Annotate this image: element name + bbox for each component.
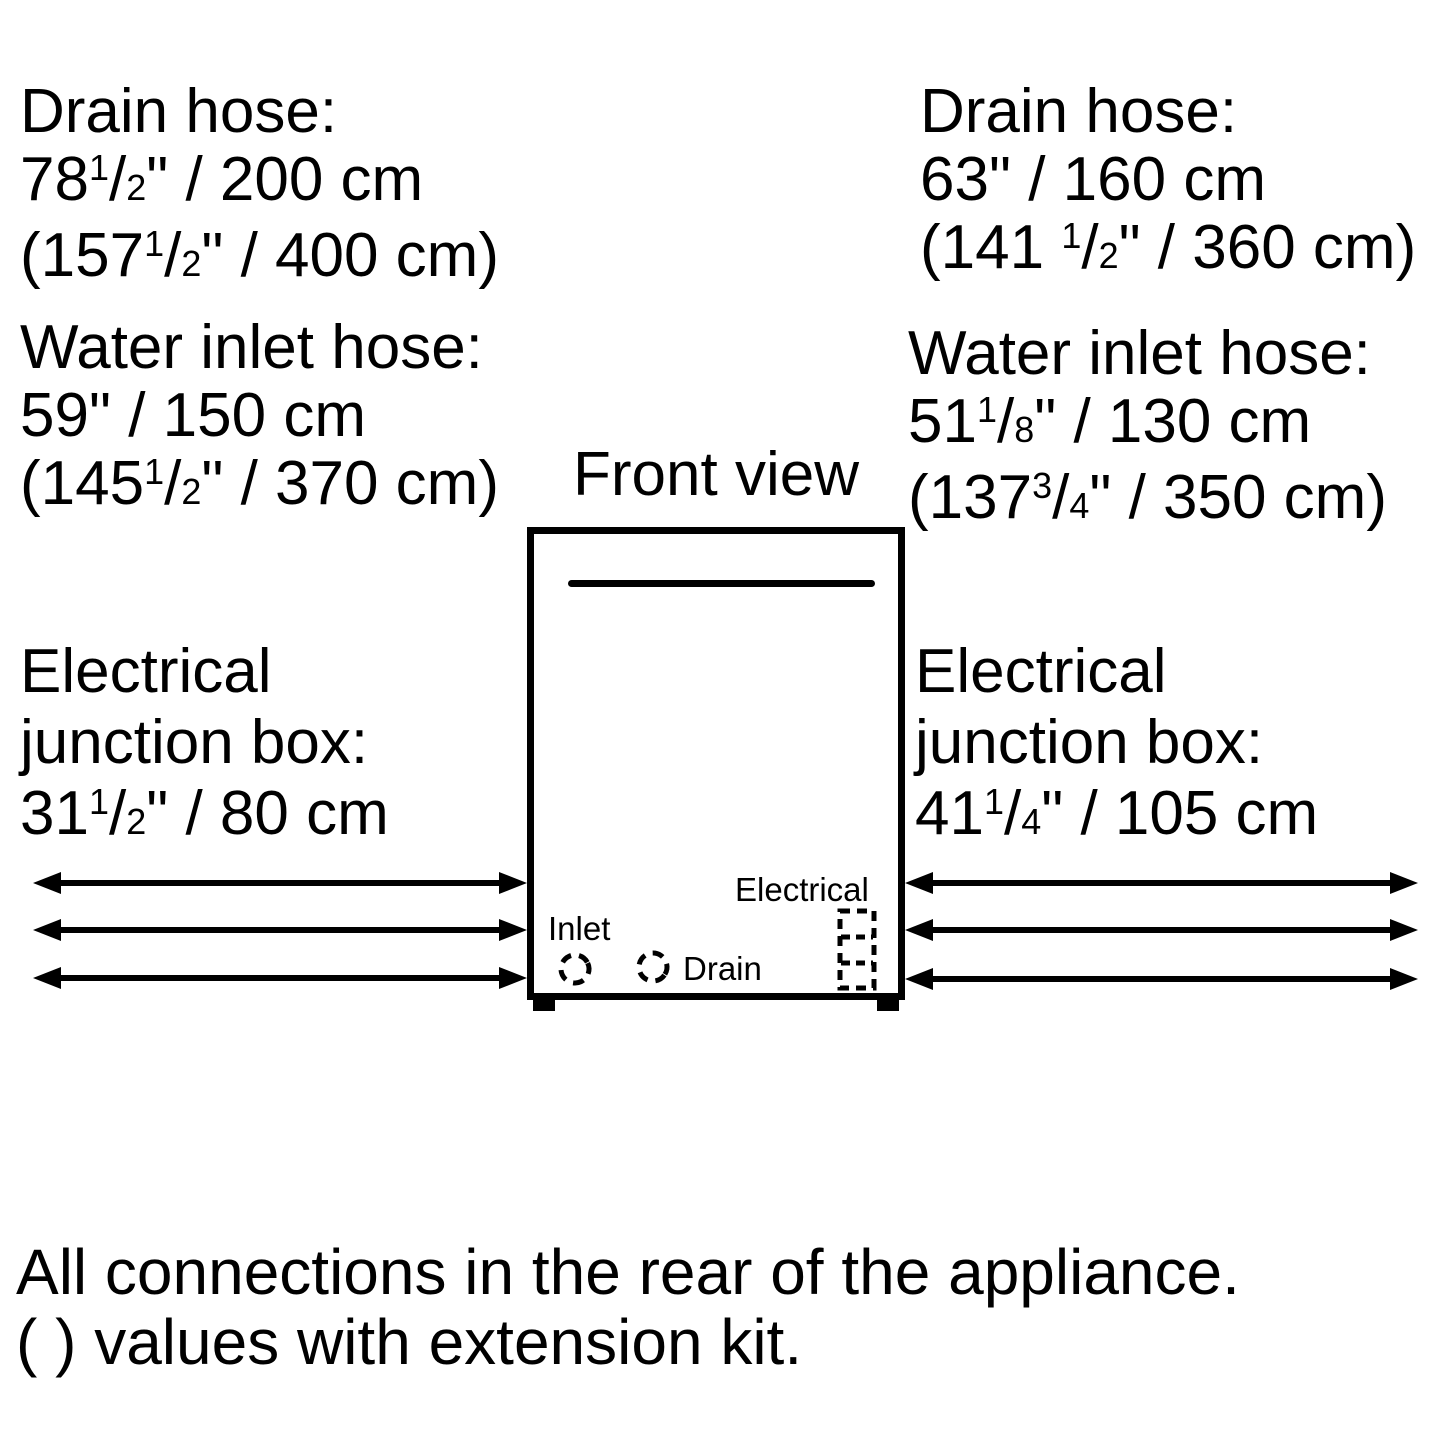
spec-value: $41^1/4$" / 105 cm (915, 779, 1319, 848)
spec-extension-value: ($145^1/2$" / 370 cm) (20, 449, 499, 518)
electrical-port-label: Electrical (735, 871, 869, 908)
dimension-arrow-right-2 (905, 919, 1418, 941)
spec-junction-box-right (915, 636, 1318, 857)
appliance-foot-right (877, 998, 899, 1011)
appliance-foot-left (533, 998, 555, 1011)
spec-title-line1: Electrical (20, 637, 272, 706)
electrical-connector (836, 908, 878, 992)
spec-drain-hose-right (920, 78, 1416, 290)
dimension-arrow-right-1 (905, 872, 1418, 894)
dimension-arrow-right-3 (905, 968, 1418, 990)
footer-notes (16, 1237, 1240, 1377)
spec-value: $78^1/2$" / 200 cm (20, 145, 424, 214)
dimension-arrow-left-2 (33, 919, 527, 941)
spec-title-line1: Electrical (915, 637, 1167, 706)
dimension-arrow-left-1 (33, 872, 527, 894)
drain-port-label: Drain (683, 950, 762, 987)
front-view-caption: Front view (573, 440, 859, 509)
spec-water-inlet-left (20, 314, 499, 526)
spec-title-line2: junction box: (915, 708, 1264, 777)
spec-extension-value: ($157^1/2$" / 400 cm) (20, 221, 499, 290)
drain-port-circle (634, 948, 672, 986)
spec-title: Drain hose: (920, 77, 1238, 146)
inlet-port-label: Inlet (548, 910, 611, 947)
spec-drain-hose-left (20, 78, 499, 298)
spec-title: Water inlet hose: (908, 319, 1371, 388)
footer-note-extension: ( ) values with extension kit. (16, 1306, 803, 1378)
footer-note-connections: All connections in the rear of the appliance. (16, 1236, 1240, 1308)
inlet-port-circle (556, 950, 594, 988)
appliance-outline (527, 527, 905, 1000)
spec-value: $51^1/8$" / 130 cm (908, 387, 1312, 456)
spec-title-line2: junction box: (20, 708, 369, 777)
spec-extension-value: ($137^3/4$" / 350 cm) (908, 463, 1387, 532)
spec-extension-value: (141 $^1$/2" / 360 cm) (920, 213, 1417, 282)
spec-value: 63" / 160 cm (920, 145, 1266, 214)
spec-junction-box-left (20, 636, 389, 857)
dimension-arrow-left-3 (33, 967, 527, 989)
spec-title: Water inlet hose: (20, 313, 483, 382)
spec-value: $31^1/2$" / 80 cm (20, 779, 389, 848)
spec-value: 59" / 150 cm (20, 381, 366, 450)
spec-water-inlet-right (908, 320, 1387, 540)
spec-title: Drain hose: (20, 77, 338, 146)
door-handle-line (568, 580, 875, 587)
